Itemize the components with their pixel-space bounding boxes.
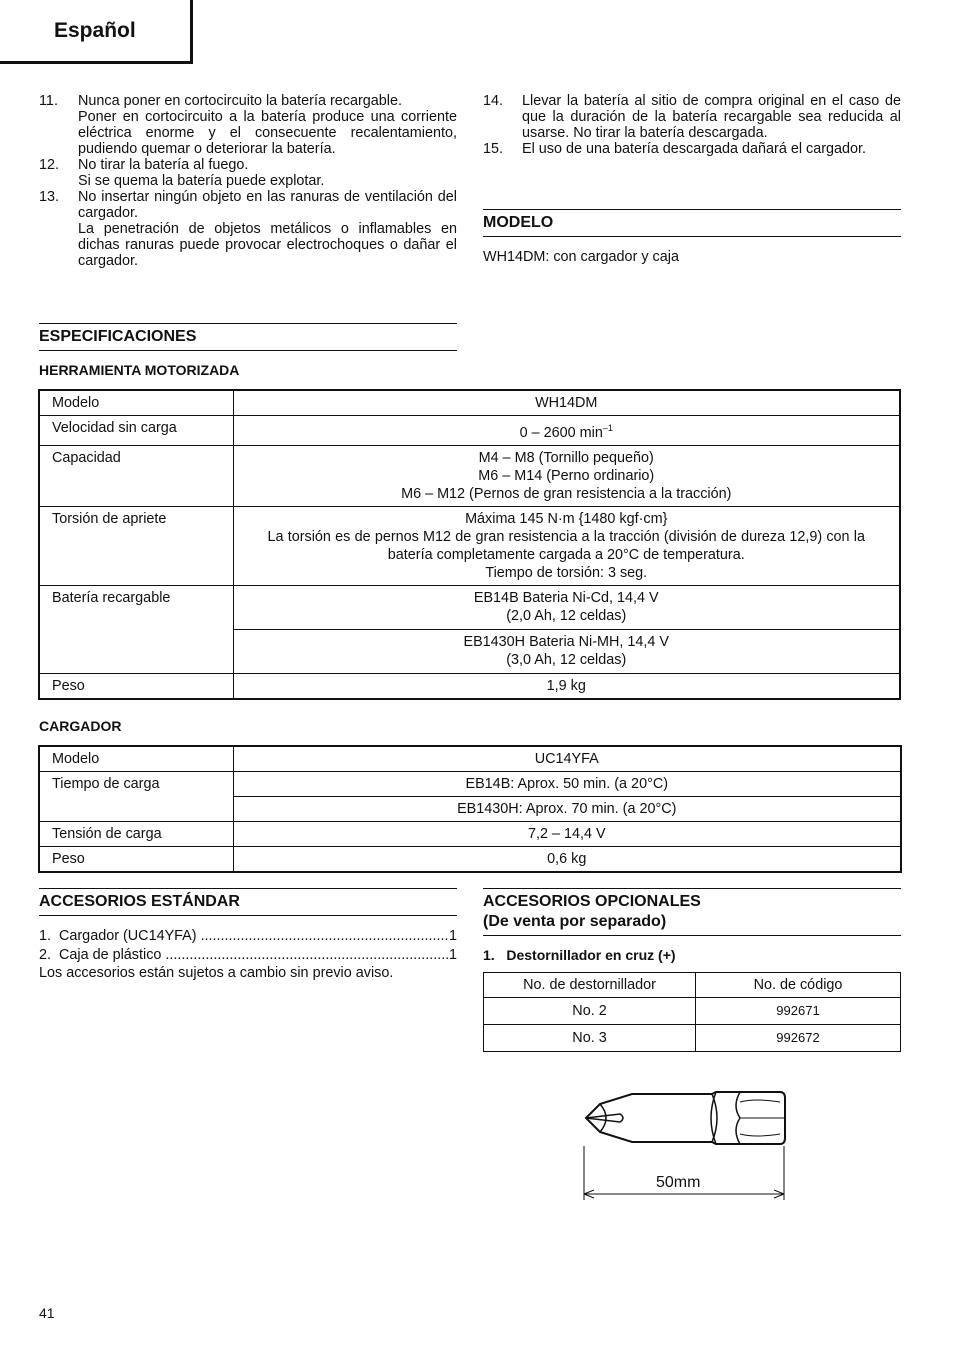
- spec-value: EB14B: Aprox. 50 min. (a 20°C): [233, 772, 901, 797]
- table-cell: 992672: [696, 1025, 901, 1052]
- table-cell: 992671: [696, 998, 901, 1025]
- spec-value: 0 – 2600 $\min^{-1}$: [233, 416, 900, 446]
- table-row: [484, 998, 901, 1025]
- spec-label: Modelo: [39, 746, 233, 772]
- spec-label: Tiempo de carga: [39, 772, 233, 822]
- spec-value: M4 – M8 (Tornillo pequeño) M6 – M14 (Perno ordinario) M6 – M12 (Pernos de gran resistencia a la tracción): [233, 445, 900, 506]
- charger-spec-table: [38, 745, 902, 873]
- table-row: [484, 973, 901, 998]
- screwdriver-bit-drawing: [580, 1088, 790, 1208]
- column-header: No. de destornillador: [484, 973, 696, 998]
- table-row: [39, 822, 901, 847]
- accesorios-opcionales-title: ACCESORIOS OPCIONALES (De venta por separado): [483, 893, 701, 930]
- table-row: [484, 1025, 901, 1052]
- spec-value: 0,6 kg: [233, 847, 901, 873]
- list-item: 2. Caja de plástico ..... 1: [39, 946, 457, 965]
- spec-value: EB1430H Bateria Ni-MH, 14,4 V (3,0 Ah, 12 celdas): [233, 629, 900, 673]
- accesorios-estandar-header: [39, 888, 457, 916]
- language-tab: [0, 0, 193, 64]
- dimension-label: 50mm: [656, 1174, 701, 1191]
- spec-value: Máxima 145 N·m {1480 kgf·cm} La torsión es de pernos M12 de gran resistencia a la tracción (división de dureza 12,9) con la batería completamente cargada a 20°C de temperatura. Tiempo de torsión: 3 seg.: [233, 506, 900, 585]
- table-row: [39, 416, 900, 446]
- list-item: 13. No insertar ningún objeto en las ranuras de ventilación del cargador. La penetración de objetos metálicos o inflamables en dichas ranuras puede provocar electrochoques o dañar el cargador.: [39, 189, 457, 269]
- language-label: Español: [54, 19, 136, 42]
- page-number: 41: [39, 1305, 55, 1321]
- column-header: No. de código: [696, 973, 901, 998]
- spec-label: Capacidad: [39, 445, 233, 506]
- modelo-title: MODELO: [483, 214, 554, 231]
- screwdriver-bit-figure: [580, 1088, 790, 1213]
- modelo-section-header: [483, 209, 901, 237]
- spec-label: Torsión de apriete: [39, 506, 233, 585]
- accesorios-estandar-title: ACCESORIOS ESTÁNDAR: [39, 893, 240, 910]
- destornillador-subtitle: 1. Destornillador en cruz (+): [483, 947, 676, 963]
- table-cell: No. 3: [484, 1025, 696, 1052]
- cargador-subtitle: CARGADOR: [39, 718, 122, 734]
- list-item: 11. Nunca poner en cortocircuito la batería recargable. Poner en cortocircuito a la batería produce una corriente eléctrica enorme y el consecuente recalentamiento, pudiendo quemar o deteriorar la batería.: [39, 93, 457, 157]
- list-item: 12. No tirar la batería al fuego. Si se quema la batería puede explotar.: [39, 157, 325, 189]
- table-row: [39, 445, 900, 506]
- spec-value: EB1430H: Aprox. 70 min. (a 20°C): [233, 797, 901, 822]
- safety-list-left: [39, 93, 457, 269]
- spec-value: 1,9 kg: [233, 673, 900, 699]
- spec-label: Batería recargable: [39, 585, 233, 673]
- spec-label: Modelo: [39, 390, 233, 416]
- spec-value: EB14B Bateria Ni-Cd, 14,4 V (2,0 Ah, 12 celdas): [233, 585, 900, 629]
- spec-value: UC14YFA: [233, 746, 901, 772]
- table-cell: No. 2: [484, 998, 696, 1025]
- accesorios-opcionales-header: [483, 888, 901, 936]
- spec-label: Peso: [39, 673, 233, 699]
- list-item: 14. Llevar la batería al sitio de compra original en el caso de que la duración de la batería recargable sea reducida al usarse. No tirar la batería descargada.: [483, 93, 901, 141]
- table-row: [39, 506, 900, 585]
- safety-list-right: [483, 93, 901, 157]
- especificaciones-title: ESPECIFICACIONES: [39, 328, 197, 345]
- accesorios-note: Los accesorios están sujetos a cambio sin previo aviso.: [39, 965, 394, 981]
- table-row: [39, 847, 901, 873]
- herramienta-subtitle: HERRAMIENTA MOTORIZADA: [39, 362, 240, 378]
- spec-value: 7,2 – 14,4 V: [233, 822, 901, 847]
- table-row: [39, 746, 901, 772]
- table-row: [39, 772, 901, 797]
- tool-spec-table: [38, 389, 901, 700]
- spec-label: Peso: [39, 847, 233, 873]
- list-item: 15. El uso de una batería descargada dañará el cargador.: [483, 141, 867, 157]
- table-row: [39, 390, 900, 416]
- spec-label: Velocidad sin carga: [39, 416, 233, 446]
- list-item: 1. Cargador (UC14YFA) ..... 1: [39, 927, 457, 946]
- screwdriver-table: [483, 972, 901, 1052]
- accesorios-estandar-list: [39, 927, 457, 983]
- spec-value: WH14DM: [233, 390, 900, 416]
- table-row: [39, 585, 900, 629]
- table-row: [39, 673, 900, 699]
- spec-label: Tensión de carga: [39, 822, 233, 847]
- especificaciones-section-header: [39, 323, 457, 351]
- modelo-text: WH14DM: con cargador y caja: [483, 249, 679, 265]
